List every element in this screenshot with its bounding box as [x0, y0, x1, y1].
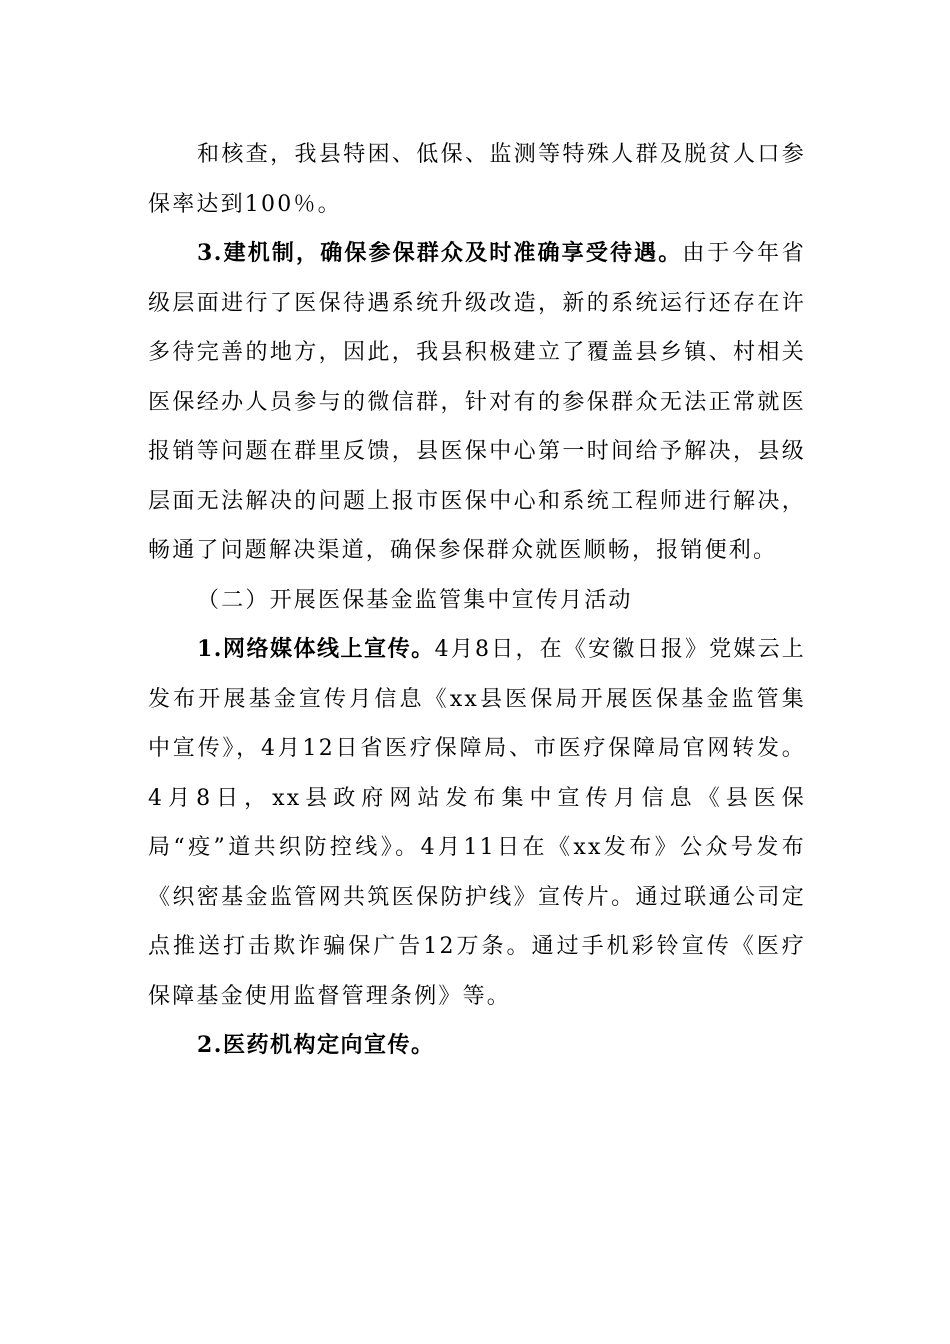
paragraph-item-1-online-media [148, 625, 806, 1021]
item-heading: 2.医药机构定向宣传。 [197, 1032, 435, 1058]
paragraph-text: 由于今年省级层面进行了医保待遇系统升级改造，新的系统运行还存在许多待完善的地方，因此，我县积极建立了覆盖县乡镇、村相关医保经办人员参与的微信群，针对有的参保群众无法正常就医报销等问题在群里反馈，县医保中心第一时间给予解决，县级层面无法解决的问题上报市医保中心和系统工程师进行解决，畅通了问题解决渠道，确保参保群众就医顺畅，报销便利。 [148, 241, 806, 563]
paragraph-text: 4月8日，在《安徽日报》党媒云上发布开展基金宣传月信息《xx县医保局开展医保基金监管集中宣传》，4月12日省医疗保障局、市医疗保障局官网转发。4月8日，xx县政府网站发布集中宣传月信息《县医保局“疫”道共织防控线》。4月11日在《xx发布》公众号发布《织密基金监管网共筑医保防护线》宣传片。通过联通公司定点推送打击欺诈骗保广告12万条。通过手机彩铃宣传《医疗保障基金使用监督管理条例》等。 [148, 637, 807, 1009]
paragraph-enrollment-rate [148, 130, 806, 229]
paragraph-item-3-mechanism [148, 229, 806, 576]
section-heading-publicity-month [148, 576, 806, 626]
item-heading: 3.建机制，确保参保群众及时准确享受待遇。 [197, 240, 683, 266]
item-heading: 1.网络媒体线上宣传。 [197, 636, 435, 662]
paragraph-item-2-medical-institutions [148, 1021, 806, 1071]
paragraph-text: 和核查，我县特困、低保、监测等特殊人群及脱贫人口参保率达到100％。 [148, 142, 806, 217]
section-heading-text: （二）开展医保基金监管集中宣传月活动 [197, 587, 633, 613]
document-page [148, 130, 806, 1071]
